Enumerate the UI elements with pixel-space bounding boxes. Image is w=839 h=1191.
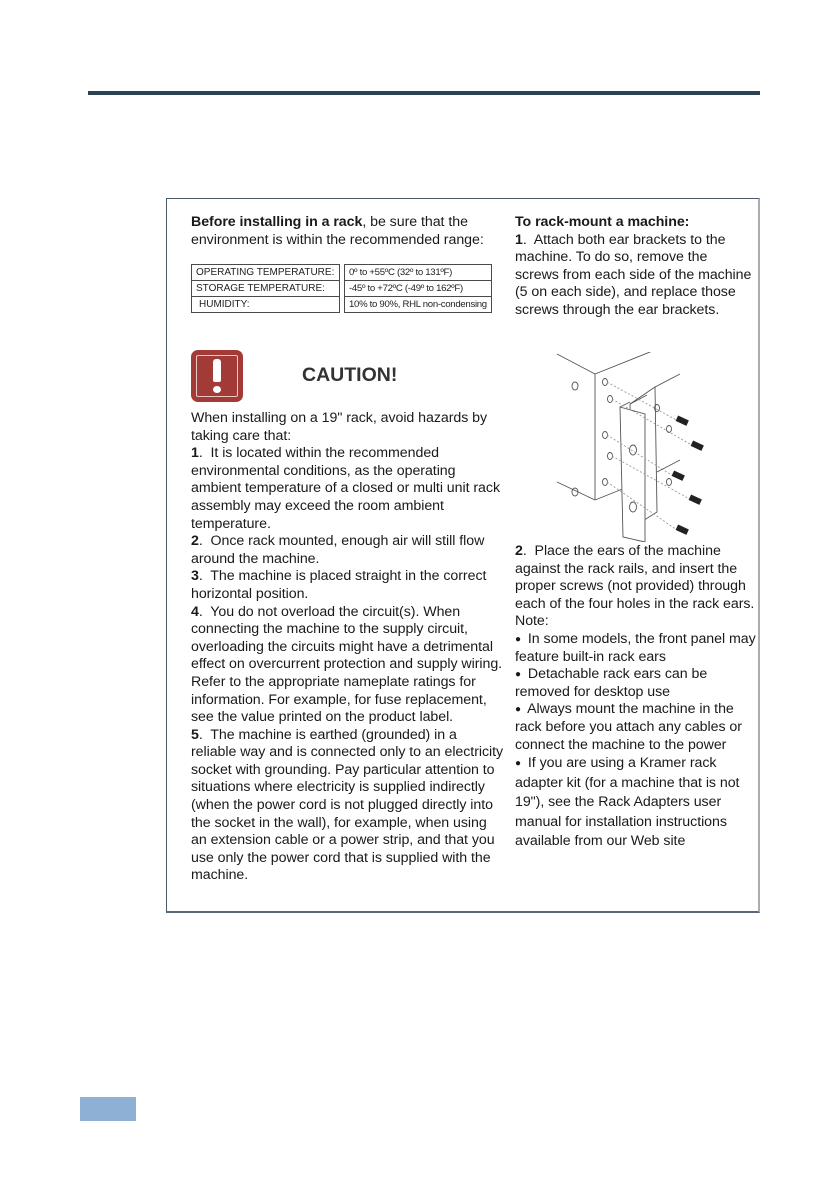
caution-intro: When installing on a 19" rack, avoid hazards by taking care that:: [191, 410, 488, 444]
note-item: ● In some models, the front panel may feature built-in rack ears: [515, 630, 756, 665]
table-row: [191, 264, 492, 280]
caution-body: [191, 410, 506, 885]
note-item: ● Always mount the machine in the rack before you attach any cables or connect the machine to the power: [515, 701, 742, 753]
caution-title: CAUTION!: [302, 364, 398, 386]
env-value: 0º to +55ºC (32º to 131ºF): [344, 264, 492, 280]
rack-intro-bold: Before installing in a rack: [191, 214, 363, 230]
bullet-icon: ●: [515, 669, 521, 681]
env-value: 10% to 90%, RHL non-condensing: [344, 296, 492, 313]
rack-intro-text: , be sure that the environment is within the recommended range:: [191, 214, 484, 248]
environment-table: [187, 264, 496, 313]
rack-mount-steps-continued: [515, 543, 760, 852]
note-item: ● If you are using a Kramer rack adapter kit (for a machine that is not 19"), see the Rack Adapters user manual for installation instructions available from our Web site: [515, 755, 740, 850]
rack-mount-steps: [515, 214, 755, 320]
header-rule: [88, 91, 760, 95]
env-label: HUMIDITY:: [191, 296, 340, 313]
note-label: Note:: [515, 613, 549, 630]
rack-mount-heading: To rack-mount a machine:: [515, 214, 690, 230]
step-1: 1. Attach both ear brackets to the machine. To do so, remove the screws from each side of the machine (5 on each side), and replace those screws through the ear brackets.: [515, 231, 752, 318]
bullet-icon: ●: [515, 758, 521, 770]
page-number-tab: [80, 1097, 136, 1121]
table-row: [191, 280, 492, 296]
table-row: [191, 296, 492, 313]
rack-intro: [191, 214, 501, 249]
caution-item: 1. It is located within the recommended environmental conditions, as the operating ambient temperature of a closed or multi unit rack assembly may exceed the room ambient temperature.: [191, 445, 500, 532]
note-item: ● Detachable rack ears can be removed for desktop use: [515, 666, 708, 700]
env-label: OPERATING TEMPERATURE:: [191, 264, 340, 280]
env-value: -45º to +72ºC (-49º to 162ºF): [344, 280, 492, 296]
caution-item: 4. You do not overload the circuit(s). When connecting the machine to the supply circuit, overloading the circuits might have a detrimental effect on overcurrent protection and supply wiring. Refer to the appropriate nameplate ratings for information. For example, for fuse replacement, see the value printed on the product label.: [191, 603, 503, 726]
exclamation-warning-icon: [191, 350, 243, 402]
bullet-icon: ●: [515, 704, 521, 716]
rack-ear-bracket-diagram: [555, 352, 715, 542]
step-2: 2. Place the ears of the machine against the rack rails, and insert the proper screws (not provided) through each of the four holes in the rack ears.: [515, 543, 755, 612]
caution-item: 3. The machine is placed straight in the correct horizontal position.: [191, 568, 487, 602]
bullet-icon: ●: [515, 633, 521, 645]
caution-item: 2. Once rack mounted, enough air will still flow around the machine.: [191, 533, 485, 567]
env-label: STORAGE TEMPERATURE:: [191, 280, 340, 296]
caution-item: 5. The machine is earthed (grounded) in a reliable way and is connected only to an electricity socket with grounding. Pay particular attention to situations where electricity is supplied indirectly (when the power cord is not plugged directly into the socket in the wall), for example, when using an extension cable or a power strip, and that you use only the power cord that is supplied with the machine.: [191, 726, 504, 884]
